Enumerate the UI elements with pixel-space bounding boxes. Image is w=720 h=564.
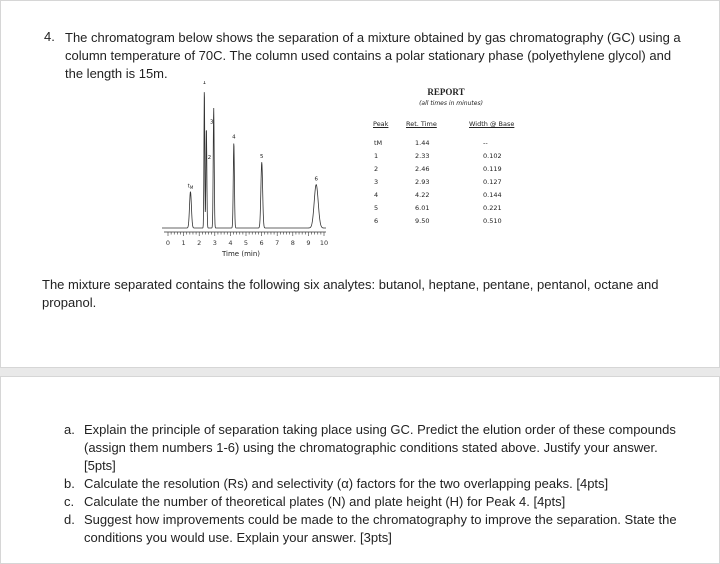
mixture-line: The mixture separated contains the following six analytes: butanol, heptane, pentane, pentanol, octane and bbox=[42, 277, 659, 292]
subquestion-label: c. bbox=[64, 494, 75, 509]
mixture-line: propanol. bbox=[42, 295, 97, 310]
mixture-text bbox=[42, 276, 682, 312]
peak-label: 1 bbox=[202, 81, 207, 86]
subquestion-list bbox=[64, 421, 694, 547]
report-peak-cell: 1 bbox=[374, 152, 379, 160]
subquestion-line: Explain the principle of separation taking place using GC. Predict the elution order of these compounds bbox=[84, 422, 676, 437]
subquestion-line: Suggest how improvements could be made to the chromatography to improve the separation. State the bbox=[84, 512, 677, 527]
report-peak-cell: 6 bbox=[374, 217, 379, 225]
x-tick-label: 4 bbox=[228, 239, 233, 247]
subquestion-line: [5pts] bbox=[84, 458, 116, 473]
x-tick-label: 9 bbox=[306, 239, 311, 247]
subquestion-c bbox=[64, 493, 694, 511]
subquestion-label: d. bbox=[64, 512, 75, 527]
peak-label: 6 bbox=[314, 176, 318, 183]
question-line: column temperature of 70C. The column used contains a polar stationary phase (polyethylene glycol) and bbox=[65, 48, 672, 63]
x-tick-label: 7 bbox=[275, 239, 280, 247]
report-ret-cell: 4.22 bbox=[415, 191, 430, 199]
report-width-cell: 0.102 bbox=[483, 152, 502, 160]
report-ret-cell: 2.46 bbox=[415, 165, 430, 173]
report-width-cell: 0.127 bbox=[483, 178, 502, 186]
subquestion-line: Calculate the resolution (Rs) and selectivity (α) factors for the two overlapping peaks. [4pts] bbox=[84, 476, 609, 491]
report-peak-cell: 4 bbox=[374, 191, 379, 199]
question-line: the length is 15m. bbox=[65, 66, 168, 81]
subquestion-a bbox=[64, 421, 694, 475]
peak-label: 3 bbox=[209, 119, 214, 126]
chromatogram-trace bbox=[162, 92, 326, 228]
report-header-ret-time: Ret. Time bbox=[406, 120, 437, 128]
x-tick-label: 0 bbox=[165, 239, 171, 247]
peak-label: 4 bbox=[232, 134, 236, 141]
question-line: The chromatogram below shows the separation of a mixture obtained by gas chromatography (GC) using a bbox=[65, 30, 681, 45]
x-tick-label: 6 bbox=[259, 239, 264, 247]
report-peak-cell: 2 bbox=[374, 165, 379, 173]
report-width-cell: 0.221 bbox=[483, 204, 502, 212]
subquestion-label: a. bbox=[64, 422, 75, 437]
report-width-cell: 0.144 bbox=[483, 191, 502, 199]
report-header-width: Width @ Base bbox=[469, 120, 515, 128]
report-ret-cell: 2.33 bbox=[415, 152, 430, 160]
subquestion-d bbox=[64, 511, 694, 547]
subquestion-line: Calculate the number of theoretical plates (N) and plate height (H) for Peak 4. [4pts] bbox=[84, 494, 566, 509]
x-axis-label: Time (min) bbox=[221, 250, 261, 258]
report-ret-cell: 9.50 bbox=[415, 217, 430, 225]
report-peak-cell: 3 bbox=[374, 178, 379, 186]
report-peak-cell: 5 bbox=[374, 204, 379, 212]
x-tick-label: 3 bbox=[212, 239, 217, 247]
report-ret-cell: 6.01 bbox=[415, 204, 430, 212]
report-subtitle: (all times in minutes) bbox=[419, 100, 483, 107]
x-tick-label: 8 bbox=[290, 239, 295, 247]
peak-label: 5 bbox=[260, 154, 264, 161]
question-text bbox=[65, 29, 685, 83]
report-width-cell: 0.119 bbox=[483, 165, 502, 173]
x-tick-label: 2 bbox=[197, 239, 202, 247]
x-tick-label: 10 bbox=[319, 239, 329, 247]
subquestion-line: (assign them numbers 1-6) using the chromatographic conditions stated above. Justify your answer. bbox=[84, 440, 658, 455]
report-title: REPORT bbox=[427, 87, 465, 97]
subquestion-label: b. bbox=[64, 476, 75, 491]
subquestion-line: conditions you would use. Explain your answer. [3pts] bbox=[84, 530, 392, 545]
x-tick-label: 1 bbox=[181, 239, 186, 247]
question-number: 4. bbox=[44, 29, 55, 44]
report-ret-cell: 1.44 bbox=[415, 139, 430, 147]
subquestion-b bbox=[64, 475, 694, 493]
peak-label: 2 bbox=[207, 155, 212, 162]
chromatogram bbox=[151, 81, 336, 261]
peak-label: $t_M$ bbox=[187, 183, 194, 191]
report-width-cell: -- bbox=[483, 139, 488, 147]
report-ret-cell: 2.93 bbox=[415, 178, 430, 186]
report-peak-cell: tM bbox=[374, 139, 383, 147]
x-tick-label: 5 bbox=[243, 239, 249, 247]
report-header-peak: Peak bbox=[373, 120, 389, 128]
report-width-cell: 0.510 bbox=[483, 217, 502, 225]
